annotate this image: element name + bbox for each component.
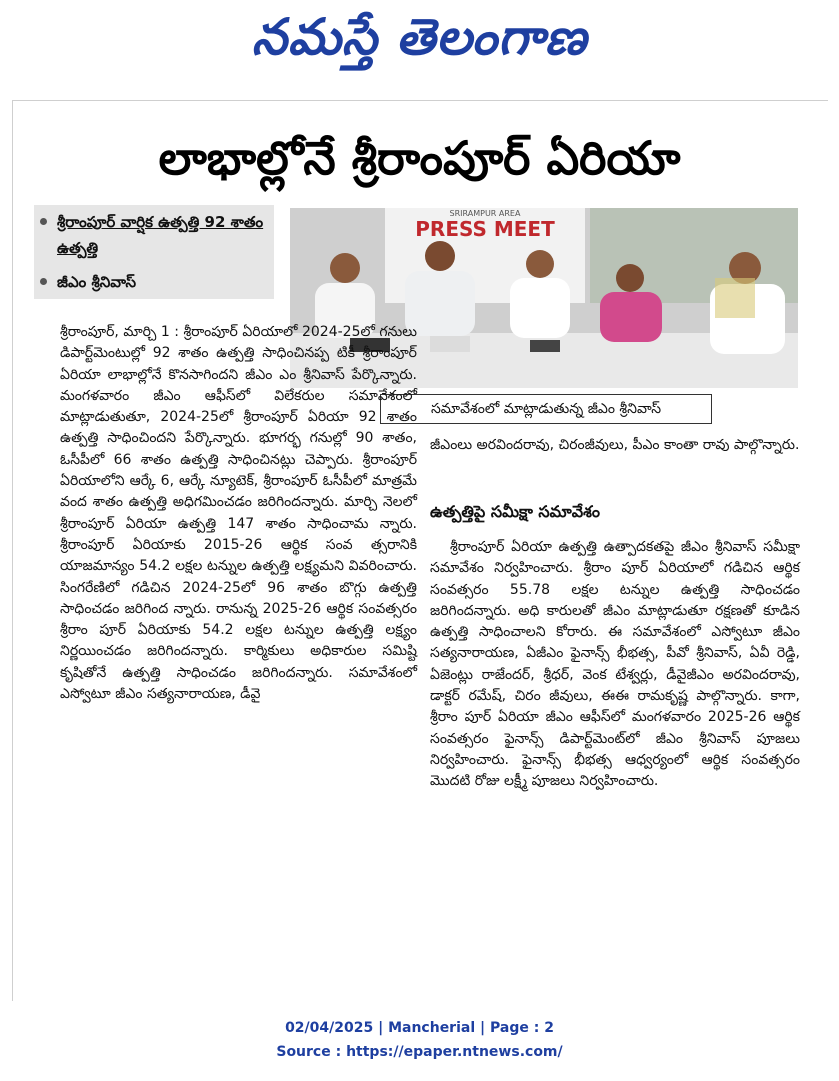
highlights-box [34,205,274,299]
article-paragraph: శ్రీరాంపూర్, మార్చి 1 : శ్రీరాంపూర్ ఏరియాలో 2024-25లో గనులు డిపార్ట్‌మెంటుల్లో 92 శాతం ఉత్పత్తి సాధించినప్ప టికీ శ్రీరాంపూర్ ఏరియా లాభాల్లోనే కొనసాగిందని జీఎం ఎం శ్రీనివాస్ పేర్కొన్నారు. మంగళవారం జీఎం ఆఫీస్‌లో విలేకరుల సమావేశంలో మాట్లాడుతుతూ, 2024-25లో శ్రీరాంపూర్ ఏరియా 92 శాతం ఉత్పత్తి సాధించిందని పేర్కొన్నారు. భూగర్భ గనుల్లో 90 శాతం, ఓసీపీలో 66 శాతం ఉత్పత్తి సాధించినట్లు చెప్పారు. శ్రీరాంపూర్ ఏరియాలోని ఆర్కే 6, ఆర్కే న్యూటెక్, శ్రీరాంపూర్ ఓసీపీలో మాత్రమే వంద శాతం ఉత్పత్తి అధిగమించడం జరిగిందన్నారు. మార్చి నెలలో శ్రీరాంపూర్ ఏరియా ఉత్పత్తి 147 శాతం సాధించామ న్నారు. శ్రీరాంపూర్ ఏరియాకు 2015-26 ఆర్థిక సంవ త్సరానికి యాజమాన్యం 54.2 లక్షల టన్నుల ఉత్పత్తి లక్ష్యమని వివరించారు. సింగరేణిలో గడిచిన 2024-25లో 96 శాతం బొగ్గు ఉత్పత్తి సాధించడం జరిగింద న్నారు. రానున్న 2025-26 ఆర్థిక సంవత్సరం శ్రీరాం పూర్ ఏరియాకు 54.2 లక్షల టన్నుల ఉత్పత్తి లక్ష్యం నిర్ణయించడం జరిగిందన్నారు. కార్మికులు అధికారుల సమిష్టి కృషితోనే ఉత్పత్తి సాధించడం జరిగిందన్నారు. సమావేశంలో ఎస్వోటూ జీఎం సత్యనారాయణ, డీవై [60,324,417,703]
bullet-icon [40,218,47,225]
masthead-logo: నమస్తే తెలంగాణ [251,8,588,66]
photo-banner: PRESS MEET [415,217,555,241]
highlight-item [34,265,274,299]
photo-caption: సమావేశంలో మాట్లాడుతున్న జీఎం శ్రీనివాస్ [380,394,712,424]
article-paragraph: శ్రీరాంపూర్ ఏరియా ఉత్పత్తి ఉత్పాదకతపై జీఎం శ్రీనివాస్ సమీక్షా సమావేశం నిర్వహించారు. శ్రీరాం పూర్ ఏరియాలో గడిచిన ఆర్థిక సంవత్సరం 55.78 లక్షల టన్నుల ఉత్పత్తి సాధించడం జరిగిందన్నారు. అధి కారులతో జీఎం మాట్లాడుతూ రక్షణతో కూడిన ఉత్పత్తి సాధించాలని కోరారు. ఈ సమావేశంలో ఎస్వోటూ జీఎం సత్యనారాయణ, ఏజీఎం ఫైనాన్స్ భీభత్స, పీవో శ్రీనివాస్, ఏవీ రెడ్డి, ఏజెంట్లు రాజేందర్, శ్రీధర్, వెంక టేశ్వర్లు, డీవైజీఎం అరవిందరావు, డాక్టర్ రమేష్, చిరం జీవులు, ఈఈ రామకృష్ణ పాల్గొన్నారు. కాగా, శ్రీరాం పూర్ ఏరియా జీఎం ఆఫీస్‌లో మంగళవారం 2025-26 ఆర్థిక సంవత్సరం ఫైనాన్స్ డిపార్ట్‌మెంట్‌లో జీఎం శ్రీనివాస్ పూజలు నిర్వహించారు. ఫైనాన్స్ భీభత్స ఆధ్వర్యంలో ఆర్థిక సంవత్సరం మొదటి రోజు లక్ష్మీ పూజలు నిర్వహించారు. [430,539,800,790]
article-left-column [60,322,417,705]
article-right-column-top [430,435,800,456]
highlight-item [34,205,274,265]
article-right-column [430,537,800,793]
highlight-text: జీఎం శ్రీనివాస్ [57,273,137,291]
footer [0,1016,839,1064]
article-paragraph: జీఎంలు అరవిందరావు, చిరంజీవులు, పీఎం కాంతా రావు పాల్గొన్నారు. [430,437,800,453]
footer-source-line: Source : https://epaper.ntnews.com/ [276,1044,563,1060]
footer-date-line: 02/04/2025 | Mancherial | Page : 2 [285,1020,554,1036]
headline: లాభాల్లోనే శ్రీరాంపూర్ ఏరియా [158,131,681,185]
subheading: ఉత్పత్తిపై సమీక్షా సమావేశం [430,502,601,521]
photo-banner-top: SRIRAMPUR AREA [449,209,521,218]
highlight-text: శ్రీరాంపూర్ వార్షిక ఉత్పత్తి 92 శాతం ఉత్పత్తి [57,213,264,257]
bullet-icon [40,278,47,285]
